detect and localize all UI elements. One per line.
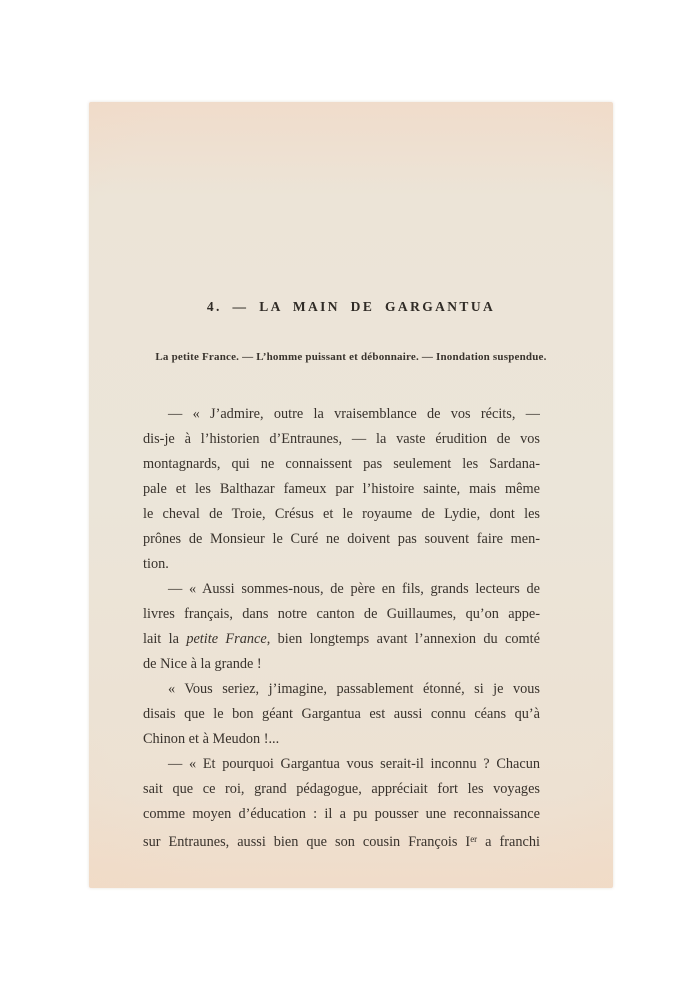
text-run: — « Et pourquoi Gargantua vous serait-il inconnu ? Chacun [168,756,540,772]
superscript-ordinal: er [470,834,478,844]
text-line [143,527,540,552]
italic-phrase: petite France [186,631,267,647]
text-line [143,677,540,702]
text-line [143,652,540,677]
text-line [143,577,540,602]
text-run: le cheval de Troie, Crésus et le royaume de Lydie, dont les [143,506,540,522]
text-run: de Nice à la grande ! [143,656,262,672]
text-run: sait que ce roi, grand pédagogue, appréciait fort les voyages [143,781,540,797]
text-run: dis-je à l’historien d’Entraunes, — la vaste érudition de vos [143,431,540,447]
text-line [143,452,540,477]
body-text [143,402,540,852]
chapter-summary: La petite France. — L’homme puissant et débonnaire. — Inondation suspendue. [155,351,547,363]
text-run: pale et les Balthazar fameux par l’histoire sainte, mais même [143,481,540,497]
text-line [143,752,540,777]
text-line [143,702,540,727]
text-line [143,402,540,427]
text-run: sur Entraunes, aussi bien que son cousin François I [143,834,471,850]
text-run: tion. [143,556,169,572]
text-run: a franchi [477,834,540,850]
text-run: — « Aussi sommes-nous, de père en fils, grands lecteurs de [168,581,540,597]
text-run: « Vous seriez, j’imagine, passablement étonné, si je vous [168,681,540,697]
text-run: livres français, dans notre canton de Guillaumes, qu’on appe- [143,606,540,622]
text-run: Chinon et à Meudon !... [143,731,280,747]
text-line [143,477,540,502]
text-run: comme moyen d’éducation : il a pu pousser une reconnaissance [143,806,540,822]
text-run: — « J’admire, outre la vraisemblance de vos récits, — [168,406,540,422]
chapter-title: 4. — LA MAIN DE GARGANTUA [206,299,496,314]
text-run: lait la [143,631,187,647]
text-run: prônes de Monsieur le Curé ne doivent pas souvent faire men- [143,531,540,547]
text-run: , bien longtemps avant l’annexion du comté [266,631,540,647]
text-run: disais que le bon géant Gargantua est aussi connu céans qu’à [143,706,540,722]
text-line [143,827,540,852]
text-line [143,552,540,577]
text-line [143,777,540,802]
text-line [143,802,540,827]
text-run: montagnards, qui ne connaissent pas seulement les Sardana- [143,456,540,472]
text-line [143,602,540,627]
text-line [143,627,540,652]
text-line [143,502,540,527]
text-line [143,427,540,452]
book-page [89,102,613,888]
text-line [143,727,540,752]
